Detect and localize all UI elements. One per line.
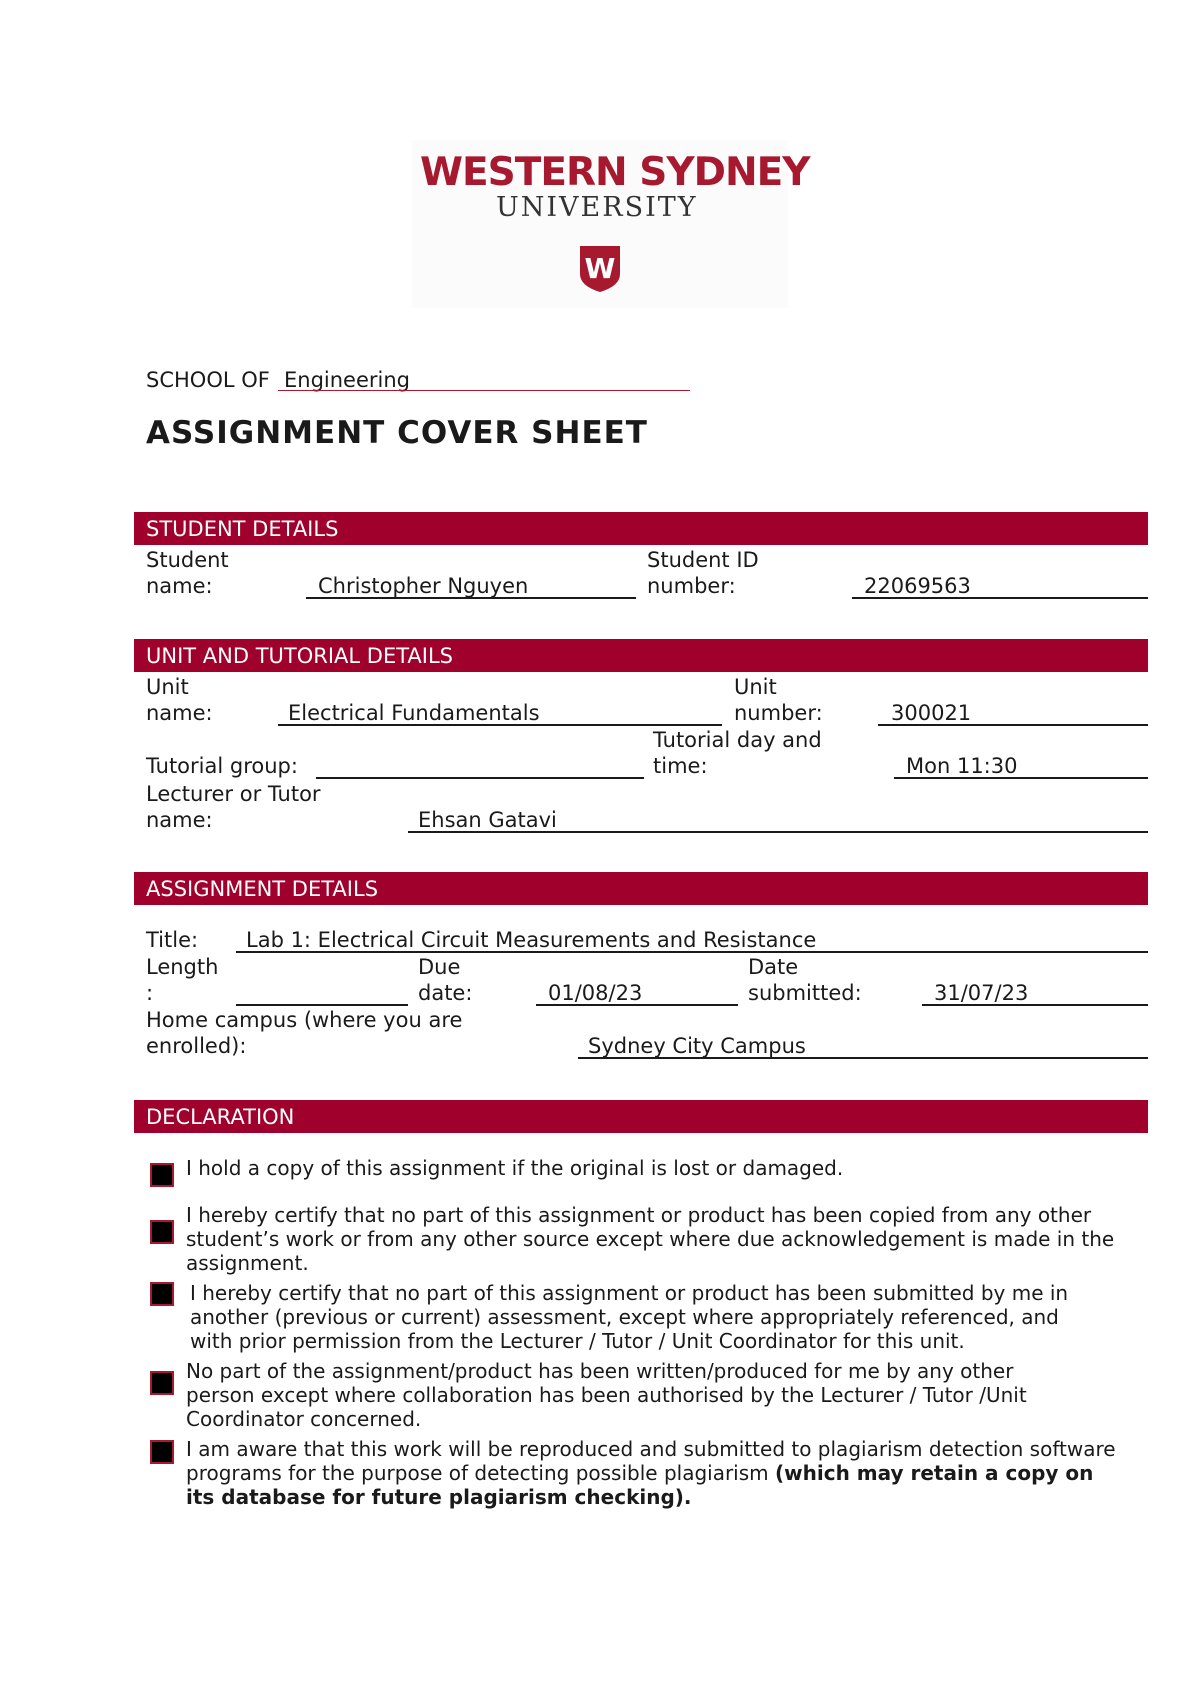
school-underline — [278, 390, 690, 391]
student-details-header — [134, 512, 1148, 545]
declaration-checkbox-2[interactable] — [150, 1220, 174, 1244]
home-campus-label: Home campus (where you are enrolled): — [146, 1008, 463, 1058]
unit-number-label: Unit number: — [734, 675, 823, 725]
student-id-field[interactable] — [852, 597, 1148, 599]
shield-icon — [578, 244, 622, 294]
declaration-text-2: I hereby certify that no part of this assignment or product has been copied from any other student’s work or from any other source except where due acknowledgement is made in the assignment. — [186, 1203, 1115, 1275]
declaration-text-4: No part of the assignment/product has been written/produced for me by any other person except where collaboration has been authorised by the Lecturer / Tutor /Unit Coordinator concerned. — [186, 1359, 1027, 1431]
due-date-value: 01/08/23 — [548, 981, 643, 1005]
length-label: Length : — [146, 955, 219, 1005]
section-title: DECLARATION — [146, 1105, 295, 1129]
date-submitted-label: Date submitted: — [748, 955, 862, 1005]
unit-number-value: 300021 — [891, 701, 972, 725]
date-submitted-field[interactable] — [922, 1004, 1148, 1006]
student-id-value: 22069563 — [864, 574, 971, 598]
assignment-title-field[interactable] — [236, 951, 1148, 953]
tutorial-time-field[interactable] — [894, 777, 1148, 779]
tutorial-group-field[interactable] — [316, 777, 644, 779]
assignment-title-value: Lab 1: Electrical Circuit Measurements and Resistance — [246, 928, 817, 952]
page-title: ASSIGNMENT COVER SHEET — [146, 415, 648, 451]
student-name-field[interactable] — [306, 597, 636, 599]
student-name-label: Student name: — [146, 548, 229, 598]
school-label: SCHOOL OF — [146, 368, 270, 392]
lecturer-field[interactable] — [408, 831, 1148, 833]
lecturer-value: Ehsan Gatavi — [418, 808, 557, 832]
assignment-title-label: Title: — [146, 928, 199, 952]
length-field[interactable] — [236, 1004, 408, 1006]
declaration-checkbox-3[interactable] — [150, 1282, 174, 1306]
due-date-field[interactable] — [536, 1004, 738, 1006]
declaration-text-3: I hereby certify that no part of this assignment or product has been submitted by me in another (previous or current) assessment, except where appropriately referenced, and with prior permission from the Lecturer / Tutor / Unit Coordinator for this unit. — [190, 1281, 1069, 1353]
home-campus-value: Sydney City Campus — [588, 1034, 806, 1058]
unit-name-field[interactable] — [278, 724, 722, 726]
declaration-checkbox-4[interactable] — [150, 1371, 174, 1395]
tutorial-group-label: Tutorial group: — [146, 754, 298, 778]
lecturer-label: Lecturer or Tutor name: — [146, 782, 321, 832]
declaration-checkbox-5[interactable] — [150, 1440, 174, 1464]
home-campus-field[interactable] — [578, 1057, 1148, 1059]
tutorial-time-value: Mon 11:30 — [906, 754, 1018, 778]
declaration-text-5: I am aware that this work will be reproduced and submitted to plagiarism detection software programs for the purpose of detecting possible plagiarism (which may retain a copy on its database for future plagiarism checking). — [186, 1437, 1116, 1509]
due-date-label: Due date: — [418, 955, 473, 1005]
tutorial-time-label: Tutorial day and time: — [653, 728, 822, 778]
school-value: Engineering — [284, 368, 410, 392]
unit-number-field[interactable] — [878, 724, 1148, 726]
declaration-header — [134, 1100, 1148, 1133]
student-name-value: Christopher Nguyen — [318, 574, 529, 598]
unit-details-header — [134, 639, 1148, 672]
unit-name-label: Unit name: — [146, 675, 213, 725]
declaration-text-1: I hold a copy of this assignment if the original is lost or damaged. — [186, 1156, 844, 1180]
section-title: STUDENT DETAILS — [146, 517, 339, 541]
section-title: ASSIGNMENT DETAILS — [146, 877, 379, 901]
shield-letter: W — [584, 252, 616, 285]
logo-wordmark-line1: WESTERN SYDNEY — [420, 150, 810, 195]
assignment-details-header — [134, 872, 1148, 905]
logo-wordmark-line2: UNIVERSITY — [496, 192, 698, 223]
date-submitted-value: 31/07/23 — [934, 981, 1029, 1005]
declaration-checkbox-1[interactable] — [150, 1163, 174, 1187]
section-title: UNIT AND TUTORIAL DETAILS — [146, 644, 454, 668]
student-id-label: Student ID number: — [647, 548, 759, 598]
unit-name-value: Electrical Fundamentals — [288, 701, 540, 725]
